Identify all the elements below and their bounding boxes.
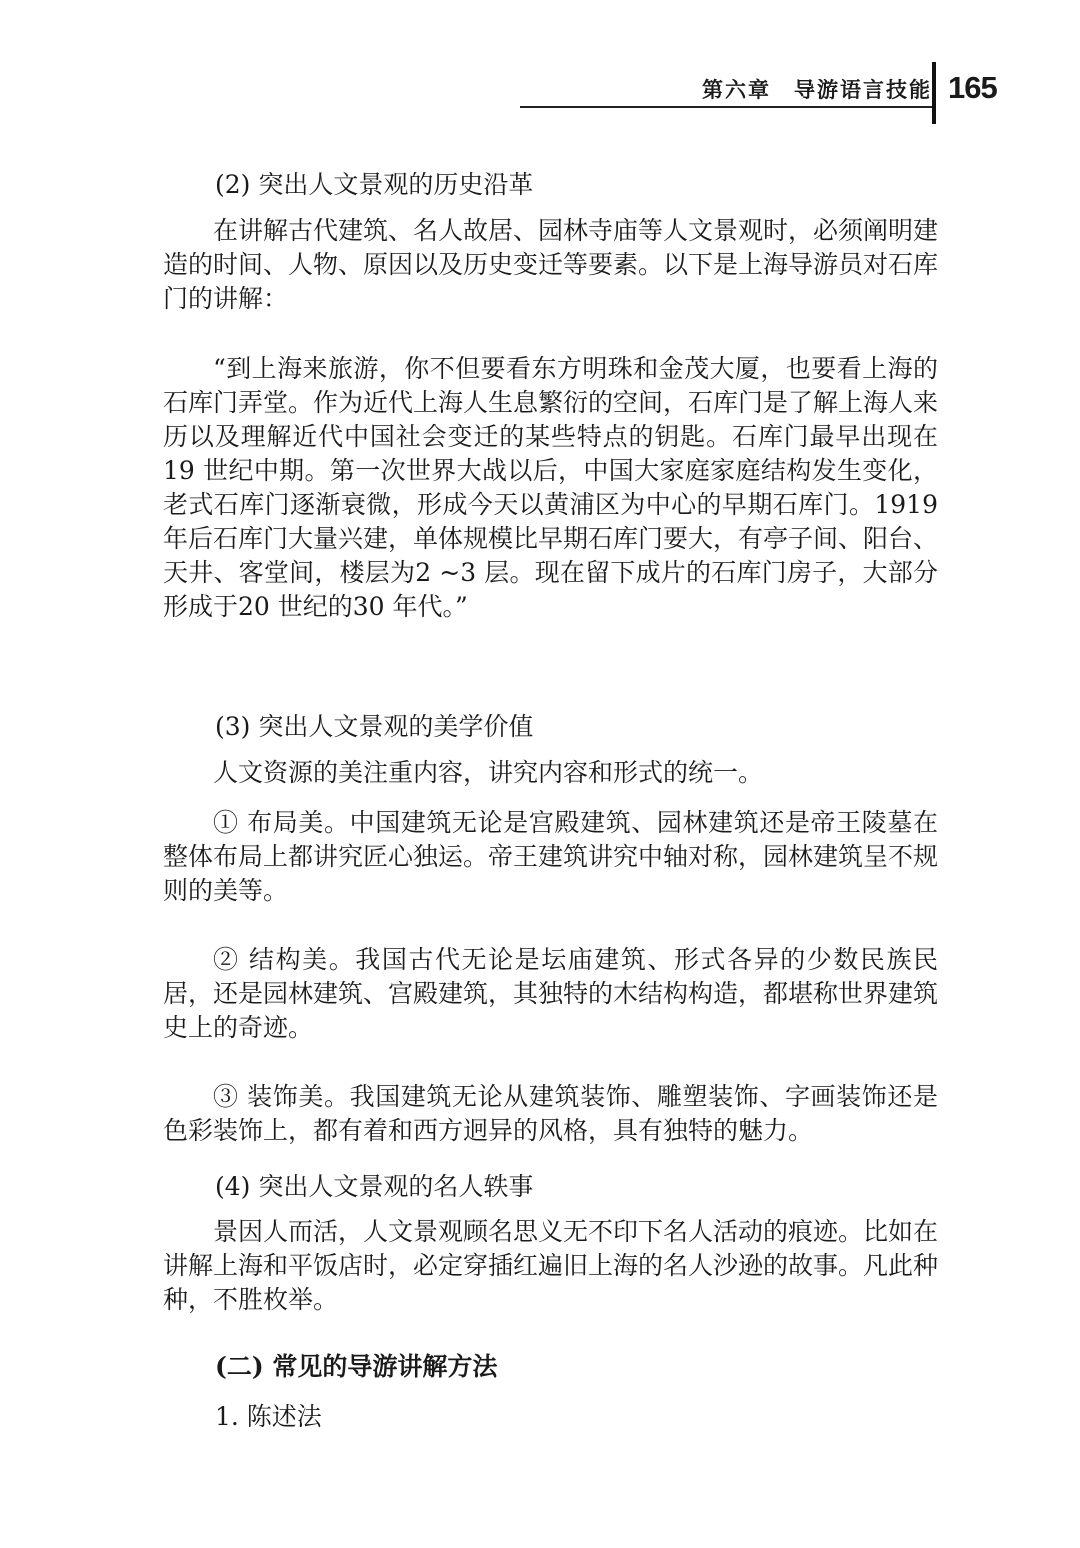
section-heading-anecdotes: (4) 突出人文景观的名人轶事 [215,1172,534,1201]
paragraph-aesthetics-intro: 人文资源的美注重内容，讲究内容和形式的统一。 [213,758,764,787]
paragraph-anecdotes: 景因人而活，人文景观顾名思义无不印下名人活动的痕迹。比如在讲解上海和平饭店时，必定穿插红遍旧上海的名人沙逊的故事。凡此种种，不胜枚举。 [163,1217,939,1314]
header-rule [520,106,932,108]
paragraph-decoration-beauty: ③ 装饰美。我国建筑无论从建筑装饰、雕塑装饰、字画装饰还是色彩装饰上，都有着和西方迥异的风格，具有独特的魅力。 [163,1082,938,1145]
paragraph-structure-beauty: ② 结构美。我国古代无论是坛庙建筑、形式各异的少数民族民居，还是园林建筑、宫殿建筑，其独特的木结构构造，都堪称世界建筑史上的奇迹。 [163,945,939,1042]
page-number: 165 [948,70,997,105]
section-heading-aesthetics: (3) 突出人文景观的美学价值 [215,712,534,741]
running-header [520,62,1045,122]
header-divider [932,62,936,124]
chapter-title: 第六章 导游语言技能 [702,78,932,102]
paragraph-shikumen-quote: “到上海来旅游，你不但要看东方明珠和金茂大厦，也要看上海的石库门弄堂。作为近代上海人生息繁衍的空间，石库门是了解上海人来历以及理解近代中国社会变迁的某些特点的钥匙。石库门最早出现在19 世纪中期。第一次世界大战以后，中国大家庭家庭结构发生变化，老式石库门逐渐衰微，形成今天以黄浦区为中心的早期石库门。1919 年后石库门大量兴建，单体规模比早期石库门要大，有亭子间、阳台、天井、客堂间，楼层为2 ~3 层。现在留下成片的石库门房子，大部分形成于20 世纪的30 年代。” [163,354,939,621]
section-heading-narration: 1. 陈述法 [215,1402,322,1431]
section-heading-methods: (二) 常见的导游讲解方法 [215,1352,498,1381]
section-heading-history: (2) 突出人文景观的历史沿革 [215,170,534,199]
paragraph-history-intro: 在讲解古代建筑、名人故居、园林寺庙等人文景观时，必须阐明建造的时间、人物、原因以及历史变迁等要素。以下是上海导游员对石库门的讲解： [163,216,939,313]
paragraph-layout-beauty: ① 布局美。中国建筑无论是宫殿建筑、园林建筑还是帝王陵墓在整体布局上都讲究匠心独运。帝王建筑讲究中轴对称，园林建筑呈不规则的美等。 [163,808,939,905]
